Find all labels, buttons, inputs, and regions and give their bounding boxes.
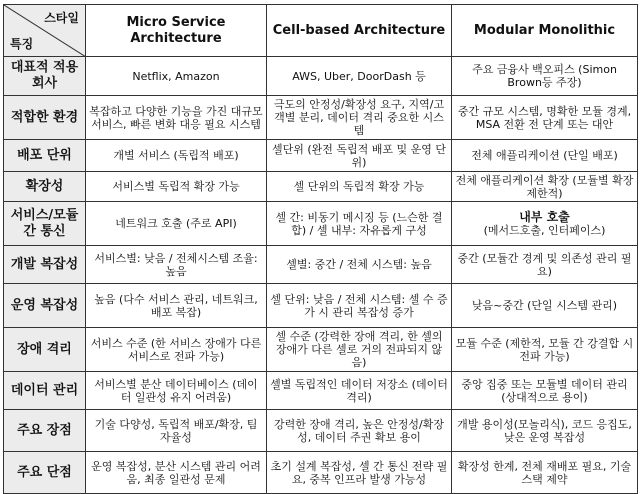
cell-modular: 중간 (모듈간 경계 및 의존성 관리 필요)	[452, 246, 638, 284]
row-label: 운영 복잡성	[4, 284, 86, 328]
cell-cell-based: 극도의 안정성/확장성 요구, 지역/고객별 분리, 데이터 격리 중요한 시스템	[267, 96, 452, 140]
row-label: 장애 격리	[4, 328, 86, 372]
bold-emphasis: 내부 호출	[519, 209, 570, 224]
table-row	[4, 372, 638, 410]
row-label: 개발 복잡성	[4, 246, 86, 284]
table-row	[4, 246, 638, 284]
cell-msa: 높음 (다수 서비스 관리, 네트워크, 배포 복잡)	[86, 284, 267, 328]
cell-cell-based: 셀 단위: 낮음 / 전체 시스템: 셀 수 증가 시 관리 복잡성 증가	[267, 284, 452, 328]
cell-msa: 개별 서비스 (독립적 배포)	[86, 140, 267, 172]
cell-modular: 확장성 한계, 전체 재배포 필요, 기술 스택 제약	[452, 452, 638, 494]
cell-modular: 전체 애플리케이션 (단일 배포)	[452, 140, 638, 172]
cell-modular: 전체 애플리케이션 확장 (모듈별 확장 제한적)	[452, 172, 638, 202]
col-header-modular: Modular Monolithic	[452, 5, 638, 57]
cell-msa: 서비스별 독립적 확장 가능	[86, 172, 267, 202]
row-label: 서비스/모듈 간 통신	[4, 202, 86, 246]
row-label: 적합한 환경	[4, 96, 86, 140]
cell-msa: 서비스별 분산 데이터베이스 (데이터 일관성 유지 어려움)	[86, 372, 267, 410]
table-row	[4, 410, 638, 452]
row-label: 대표적 적용회사	[4, 57, 86, 96]
row-label: 주요 장점	[4, 410, 86, 452]
col-header-cell: Cell-based Architecture	[267, 5, 452, 57]
cell-modular: 모듈 수준 (제한적, 모듈 간 강결합 시 전파 가능)	[452, 328, 638, 372]
cell-modular: 중앙 집중 또는 모듈별 데이터 관리 (상대적으로 용이)	[452, 372, 638, 410]
row-label: 데이터 관리	[4, 372, 86, 410]
table-row	[4, 140, 638, 172]
cell-cell-based: 셀 단위의 독립적 확장 가능	[267, 172, 452, 202]
header-row	[4, 5, 638, 57]
cell-modular: 낮음~중간 (단일 시스템 관리)	[452, 284, 638, 328]
corner-cell	[4, 5, 86, 57]
architecture-comparison-table	[3, 4, 638, 494]
cell-msa: 서비스별: 낮음 / 전체시스템 조율: 높음	[86, 246, 267, 284]
row-label: 확장성	[4, 172, 86, 202]
table-row	[4, 284, 638, 328]
cell-cell-based: 셀단위 (완전 독립적 배포 및 운영 단위)	[267, 140, 452, 172]
row-label: 주요 단점	[4, 452, 86, 494]
table-row	[4, 328, 638, 372]
cell-modular: 개발 용이성(모놀리식), 코드 응집도, 낮은 운영 복잡성	[452, 410, 638, 452]
row-label: 배포 단위	[4, 140, 86, 172]
cell-cell-based: 셀 간: 비동기 메시징 등 (느슨한 결합) / 셀 내부: 자유롭게 구성	[267, 202, 452, 246]
cell-msa: 기술 다양성, 독립적 배포/확장, 팀 자율성	[86, 410, 267, 452]
cell-msa: 서비스 수준 (한 서비스 장애가 다른 서비스로 전파 가능)	[86, 328, 267, 372]
cell-msa: 복잡하고 다양한 기능을 가진 대규모 서비스, 빠른 변화 대응 필요 시스템	[86, 96, 267, 140]
corner-style-label: 스타일	[44, 11, 79, 25]
cell-msa: 운영 복잡성, 분산 시스템 관리 어려움, 최종 일관성 문제	[86, 452, 267, 494]
cell-msa: 네트워크 호출 (주로 API)	[86, 202, 267, 246]
cell-msa: Netflix, Amazon	[86, 57, 267, 96]
cell-detail: (메서드호출, 인터페이스)	[483, 223, 606, 237]
cell-modular: 주요 금융사 백오피스 (Simon Brown등 주장)	[452, 57, 638, 96]
cell-modular: 중간 규모 시스템, 명확한 모듈 경계, MSA 전환 전 단계 또는 대안	[452, 96, 638, 140]
cell-cell-based: 셀별: 중간 / 전체 시스템: 높음	[267, 246, 452, 284]
table-row	[4, 57, 638, 96]
cell-modular	[452, 202, 638, 246]
cell-cell-based: AWS, Uber, DoorDash 등	[267, 57, 452, 96]
table-row	[4, 96, 638, 140]
corner-feature-label: 특징	[10, 37, 34, 51]
col-header-msa: Micro Service Architecture	[86, 5, 267, 57]
cell-cell-based: 강력한 장애 격리, 높은 안정성/확장성, 데이터 주권 확보 용이	[267, 410, 452, 452]
cell-cell-based: 초기 설계 복잡성, 셀 간 통신 전략 필요, 중복 인프라 발생 가능성	[267, 452, 452, 494]
table-row	[4, 452, 638, 494]
cell-cell-based: 셀 수준 (강력한 장애 격리, 한 셀의 장애가 다른 셀로 거의 전파되지 않음)	[267, 328, 452, 372]
table-row	[4, 202, 638, 246]
cell-cell-based: 셀별 독립적인 데이터 저장소 (데이터 격리)	[267, 372, 452, 410]
table-row	[4, 172, 638, 202]
